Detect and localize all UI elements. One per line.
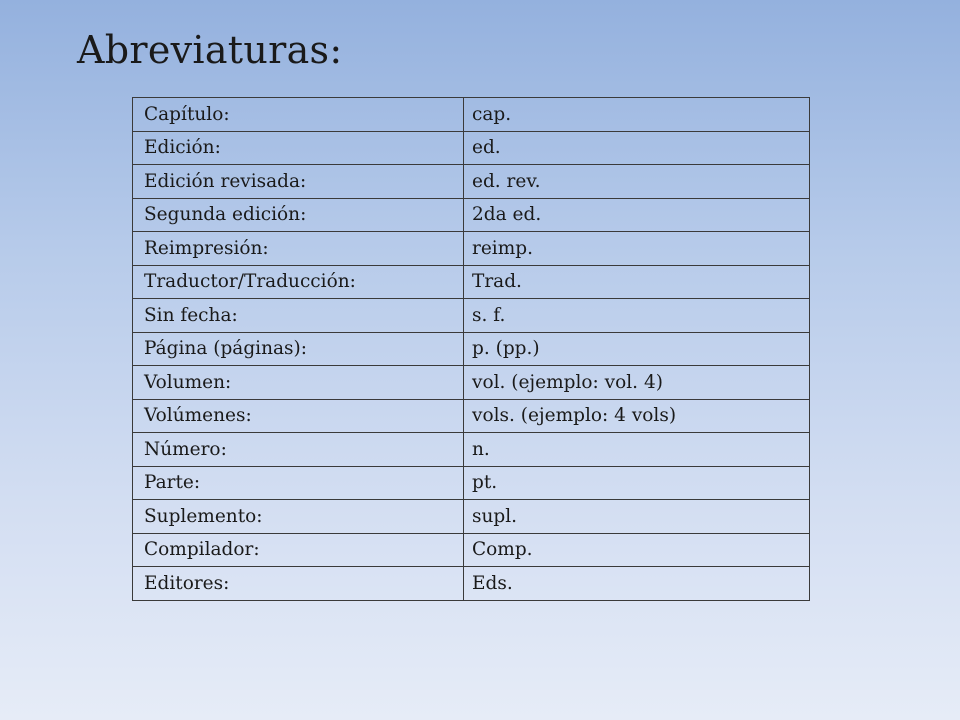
- term-cell: Editores:: [133, 567, 464, 601]
- abbreviation-cell: supl.: [464, 500, 810, 534]
- table-row: [133, 433, 810, 467]
- abbreviation-cell: reimp.: [464, 232, 810, 266]
- abbreviation-cell: 2da ed.: [464, 198, 810, 232]
- term-cell: Número:: [133, 433, 464, 467]
- table-row: [133, 466, 810, 500]
- abbreviation-cell: ed. rev.: [464, 165, 810, 199]
- abbreviation-cell: vol. (ejemplo: vol. 4): [464, 366, 810, 400]
- term-cell: Página (páginas):: [133, 332, 464, 366]
- abbreviation-cell: n.: [464, 433, 810, 467]
- table-row: [133, 399, 810, 433]
- abbreviation-cell: cap.: [464, 98, 810, 132]
- abbreviation-cell: Eds.: [464, 567, 810, 601]
- abbreviation-cell: vols. (ejemplo: 4 vols): [464, 399, 810, 433]
- table-row: [133, 332, 810, 366]
- table-row: [133, 500, 810, 534]
- table-row: [133, 299, 810, 333]
- term-cell: Traductor/Traducción:: [133, 265, 464, 299]
- abbreviation-cell: pt.: [464, 466, 810, 500]
- abbreviation-cell: Trad.: [464, 265, 810, 299]
- term-cell: Volumen:: [133, 366, 464, 400]
- term-cell: Edición revisada:: [133, 165, 464, 199]
- term-cell: Suplemento:: [133, 500, 464, 534]
- table-row: [133, 567, 810, 601]
- term-cell: Segunda edición:: [133, 198, 464, 232]
- term-cell: Volúmenes:: [133, 399, 464, 433]
- abbreviation-cell: Comp.: [464, 533, 810, 567]
- term-cell: Capítulo:: [133, 98, 464, 132]
- table-row: [133, 232, 810, 266]
- table-row: [133, 98, 810, 132]
- table-row: [133, 265, 810, 299]
- table-row: [133, 165, 810, 199]
- term-cell: Sin fecha:: [133, 299, 464, 333]
- table-row: [133, 131, 810, 165]
- table-row: [133, 198, 810, 232]
- term-cell: Compilador:: [133, 533, 464, 567]
- slide-title: Abreviaturas:: [77, 28, 343, 72]
- abbreviation-cell: p. (pp.): [464, 332, 810, 366]
- abbreviations-table-body: [133, 98, 810, 601]
- term-cell: Reimpresión:: [133, 232, 464, 266]
- abbreviations-table: [132, 97, 810, 601]
- abbreviation-cell: ed.: [464, 131, 810, 165]
- table-row: [133, 533, 810, 567]
- term-cell: Edición:: [133, 131, 464, 165]
- term-cell: Parte:: [133, 466, 464, 500]
- table-row: [133, 366, 810, 400]
- abbreviation-cell: s. f.: [464, 299, 810, 333]
